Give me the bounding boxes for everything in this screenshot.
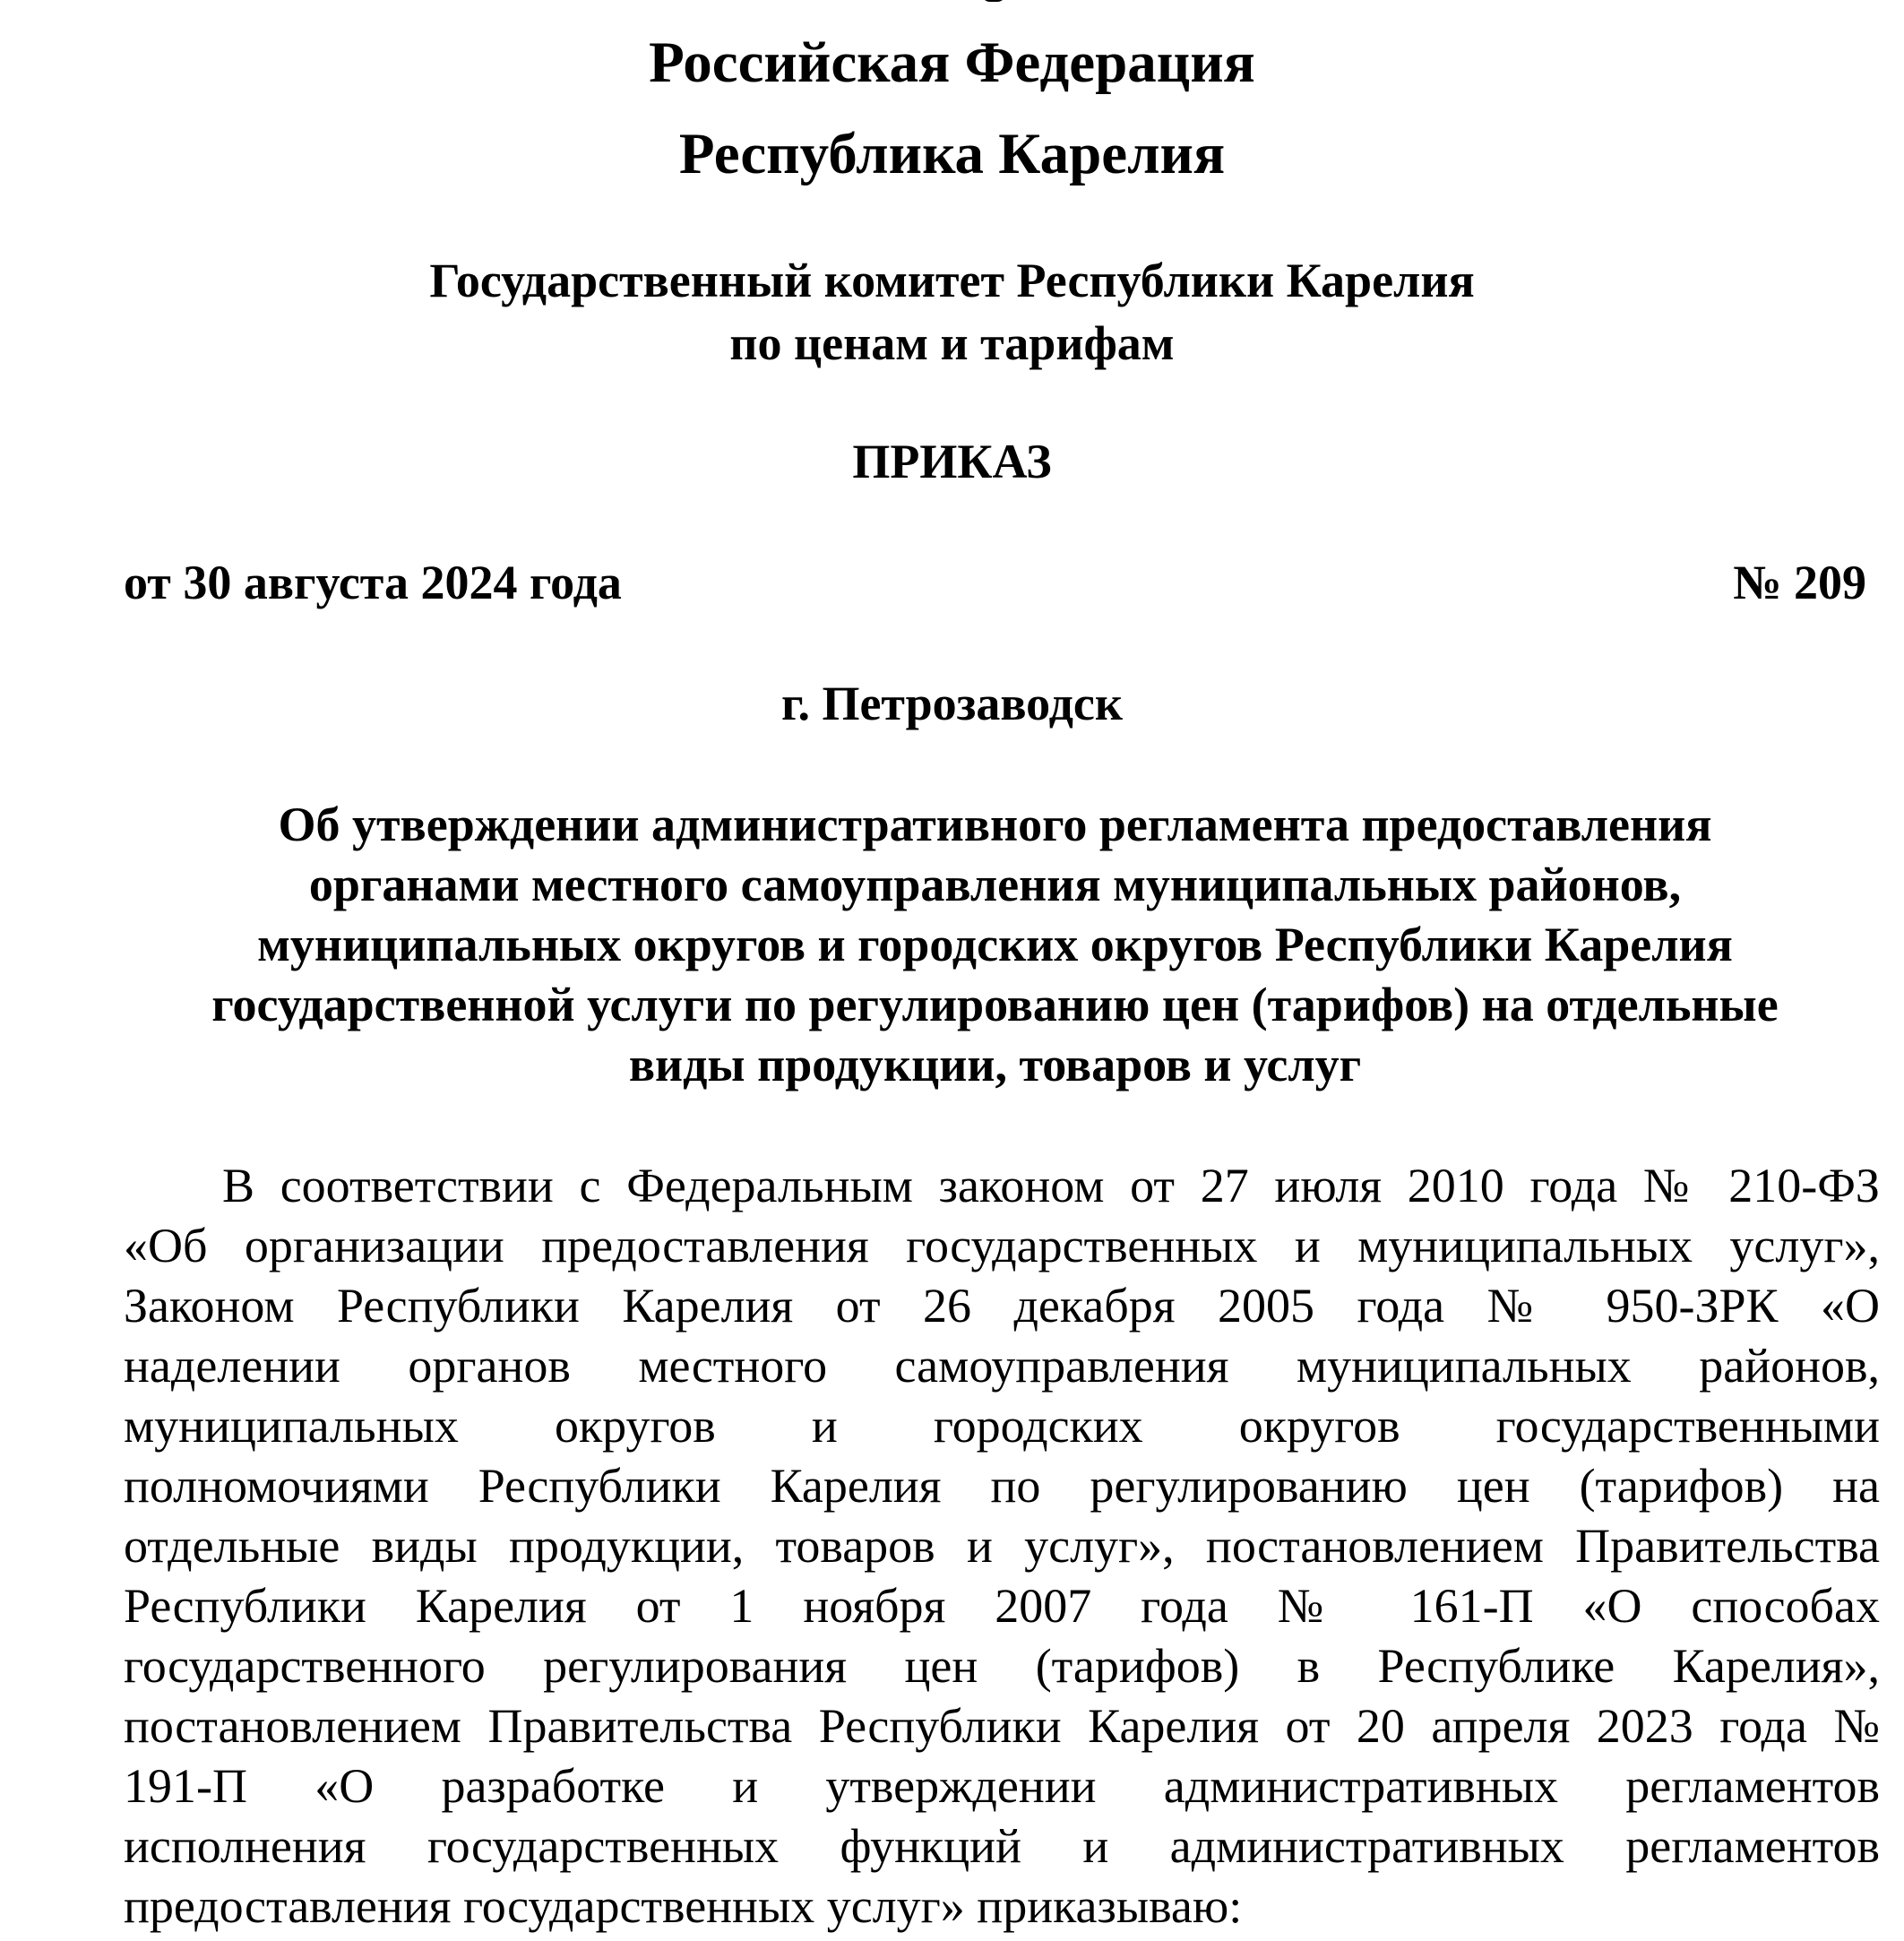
date-number-line [124,551,1866,614]
document-title [124,795,1866,1095]
body-line: постановлением Правительства Республики Карелия от 20 апреля 2023 года № [124,1699,1880,1753]
document-type: ПРИКАЗ [852,435,1052,488]
committee-line-2: по ценам и тарифам [729,316,1175,370]
body-line: полномочиями Республики Карелия по регулированию цен (тарифов) на [124,1459,1880,1513]
body-line: Республики Карелия от 1 ноября 2007 года № 161-П «О способах [124,1579,1880,1633]
body-line: Законом Республики Карелия от 26 декабря 2005 года № 950-ЗРК «О [124,1279,1880,1333]
emblem-fragment [981,0,1006,2]
title-line: Об утверждении административного регламента предоставления [278,798,1712,851]
body-line: муниципальных округов и городских округов государственными [124,1399,1880,1453]
order-date: от 30 августа 2024 года [124,556,622,609]
body-line: 191-П «О разработке и утверждении административных регламентов [124,1759,1880,1813]
title-line: муниципальных округов и городских округов Республики Карелия [257,918,1733,971]
title-line: органами местного самоуправления муниципальных районов, [308,858,1682,911]
committee-heading [0,249,1904,375]
body-line: предоставления государственных услуг» приказываю: [124,1879,1243,1933]
body-line: отдельные виды продукции, товаров и услуг», постановлением Правительства [124,1519,1880,1573]
country-heading: Российская Федерация [649,30,1255,95]
committee-line-1: Государственный комитет Республики Карелия [429,254,1475,307]
city-line: г. Петрозаводск [781,677,1123,730]
body-line: наделении органов местного самоуправления муниципальных районов, [124,1339,1880,1393]
body-line: исполнения государственных функций и административных регламентов [124,1819,1880,1873]
order-number: № 209 [1733,556,1866,609]
body-line: В соответствии с Федеральным законом от 27 июля 2010 года № 210-ФЗ [222,1159,1880,1212]
title-line: виды продукции, товаров и услуг [628,1038,1362,1091]
republic-heading: Республика Карелия [678,122,1226,186]
title-line: государственной услуги по регулированию цен (тарифов) на отдельные [211,978,1779,1031]
body-line: «Об организации предоставления государственных и муниципальных услуг», [124,1219,1880,1272]
body-line: государственного регулирования цен (тарифов) в Республике Карелия», [124,1639,1880,1693]
body-paragraph [124,1156,1880,1937]
